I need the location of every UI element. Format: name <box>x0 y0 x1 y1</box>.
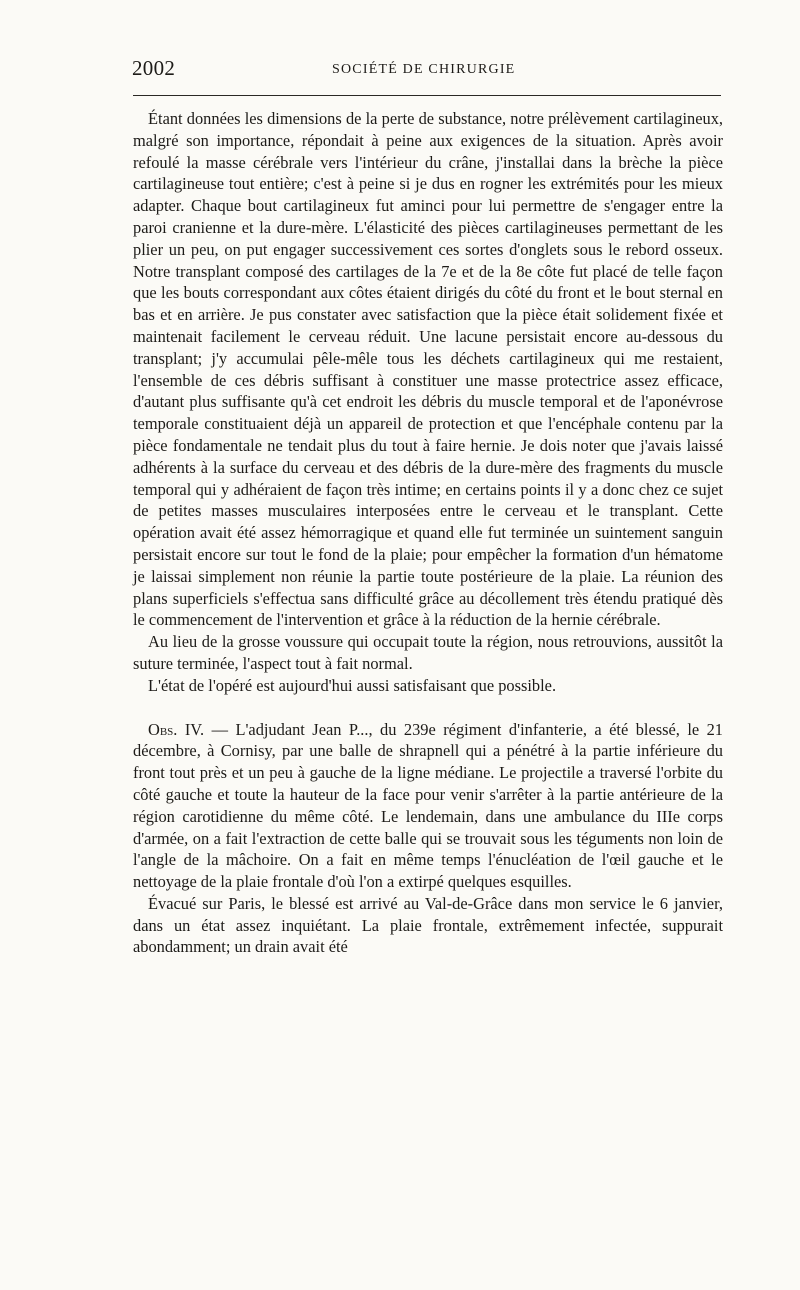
header-rule <box>133 95 721 96</box>
observation-label: Obs. IV. <box>148 719 205 739</box>
page-number: 2002 <box>132 56 176 80</box>
section-gap <box>133 697 723 719</box>
running-title: SOCIÉTÉ DE CHIRURGIE <box>332 62 516 77</box>
paragraph-4 <box>133 719 723 893</box>
paragraph-3: L'état de l'opéré est aujourd'hui aussi satisfaisant que possible. <box>148 675 557 695</box>
paragraph-1: Étant données les dimensions de la perte de substance, notre prélèvement cartilagineux, malgré son importance, répondait à peine aux exigences de la situation. Après avoir refoulé la masse cérébrale vers l'intérieur du crâne, j'installai dans la brèche la pièce cartilagineuse tout entière; c'est à peine si je dus en rogner les extrémités pour les mieux adapter. Chaque bout cartilagineux fut aminci pour lui permettre de s'engager entre la paroi cranienne et la dure-mère. L'élasticité des pièces cartilagineuses permettant de les plier un peu, on put engager successivement ces sortes d'onglets sous le rebord osseux. Notre transplant composé des cartilages de la 7e et de la 8e côte fut placé de telle façon que les bouts correspondant aux côtes étaient dirigés du côté du front et le bout sternal en bas et en arrière. Je pus constater avec satisfaction que la pièce était solidement fixée et maintenait facilement le cerveau réduit. Une lacune persistait encore au-dessous du transplant; j'y accumulai pêle-mêle tous les déchets cartilagineux qui me restaient, l'ensemble de ces débris suffisant à constituer une masse protectrice assez efficace, d'autant plus suffisante qu'à cet endroit les débris du muscle temporal et de l'aponévrose temporale constituaient déjà un appareil de protection et que l'encéphale contenu par la pièce fondamentale ne tendait plus du tout à faire hernie. Je dois noter que j'avais laissé adhérents à la surface du cerveau et des débris de la dure-mère des fragments du muscle temporal qui y adhéraient de façon très intime; en certains points il y a donc chez ce sujet de petites masses musculaires interposées entre le cerveau et le transplant. Cette opération avait été assez hémorragique et quand elle fut terminée un suintement sanguin persistait encore sur tout le fond de la plaie; pour empêcher la formation d'un hématome je laissai simplement non réunie la partie toute postérieure de la plaie. La réunion des plans superficiels s'effectua sans difficulté grâce au décollement très étendu pratiqué dès le commencement de l'intervention et grâce à la réduction de la hernie cérébrale. <box>133 109 723 630</box>
paragraph-4-text: — L'adjudant Jean P..., du 239e régiment d'infanterie, a été blessé, le 21 décembre, à Cornisy, par une balle de shrapnell qui a pénétré à la partie inférieure du front tout près et un peu à gauche de la ligne médiane. Le projectile a traversé l'orbite du côté gauche et toute la hauteur de la face pour venir s'arrêter à la partie antérieure de la région carotidienne du même côté. Le lendemain, dans une ambulance du IIIe corps d'armée, on a fait l'extraction de cette balle qui se trouvait sous les téguments non loin de l'angle de la mâchoire. On a fait en même temps l'énucléation de l'œil gauche et le nettoyage de la plaie frontale d'où l'on a extirpé quelques esquilles. <box>133 719 724 892</box>
paragraph-5: Évacué sur Paris, le blessé est arrivé au Val-de-Grâce dans mon service le 6 janvier, dans un état assez inquiétant. La plaie frontale, extrêmement infectée, suppurait abondamment; un drain avait été <box>133 893 723 957</box>
body-text <box>133 108 723 958</box>
page-header <box>132 54 722 84</box>
paragraph-2: Au lieu de la grosse voussure qui occupait toute la région, nous retrouvions, aussitôt la suture terminée, l'aspect tout à fait normal. <box>133 632 723 673</box>
